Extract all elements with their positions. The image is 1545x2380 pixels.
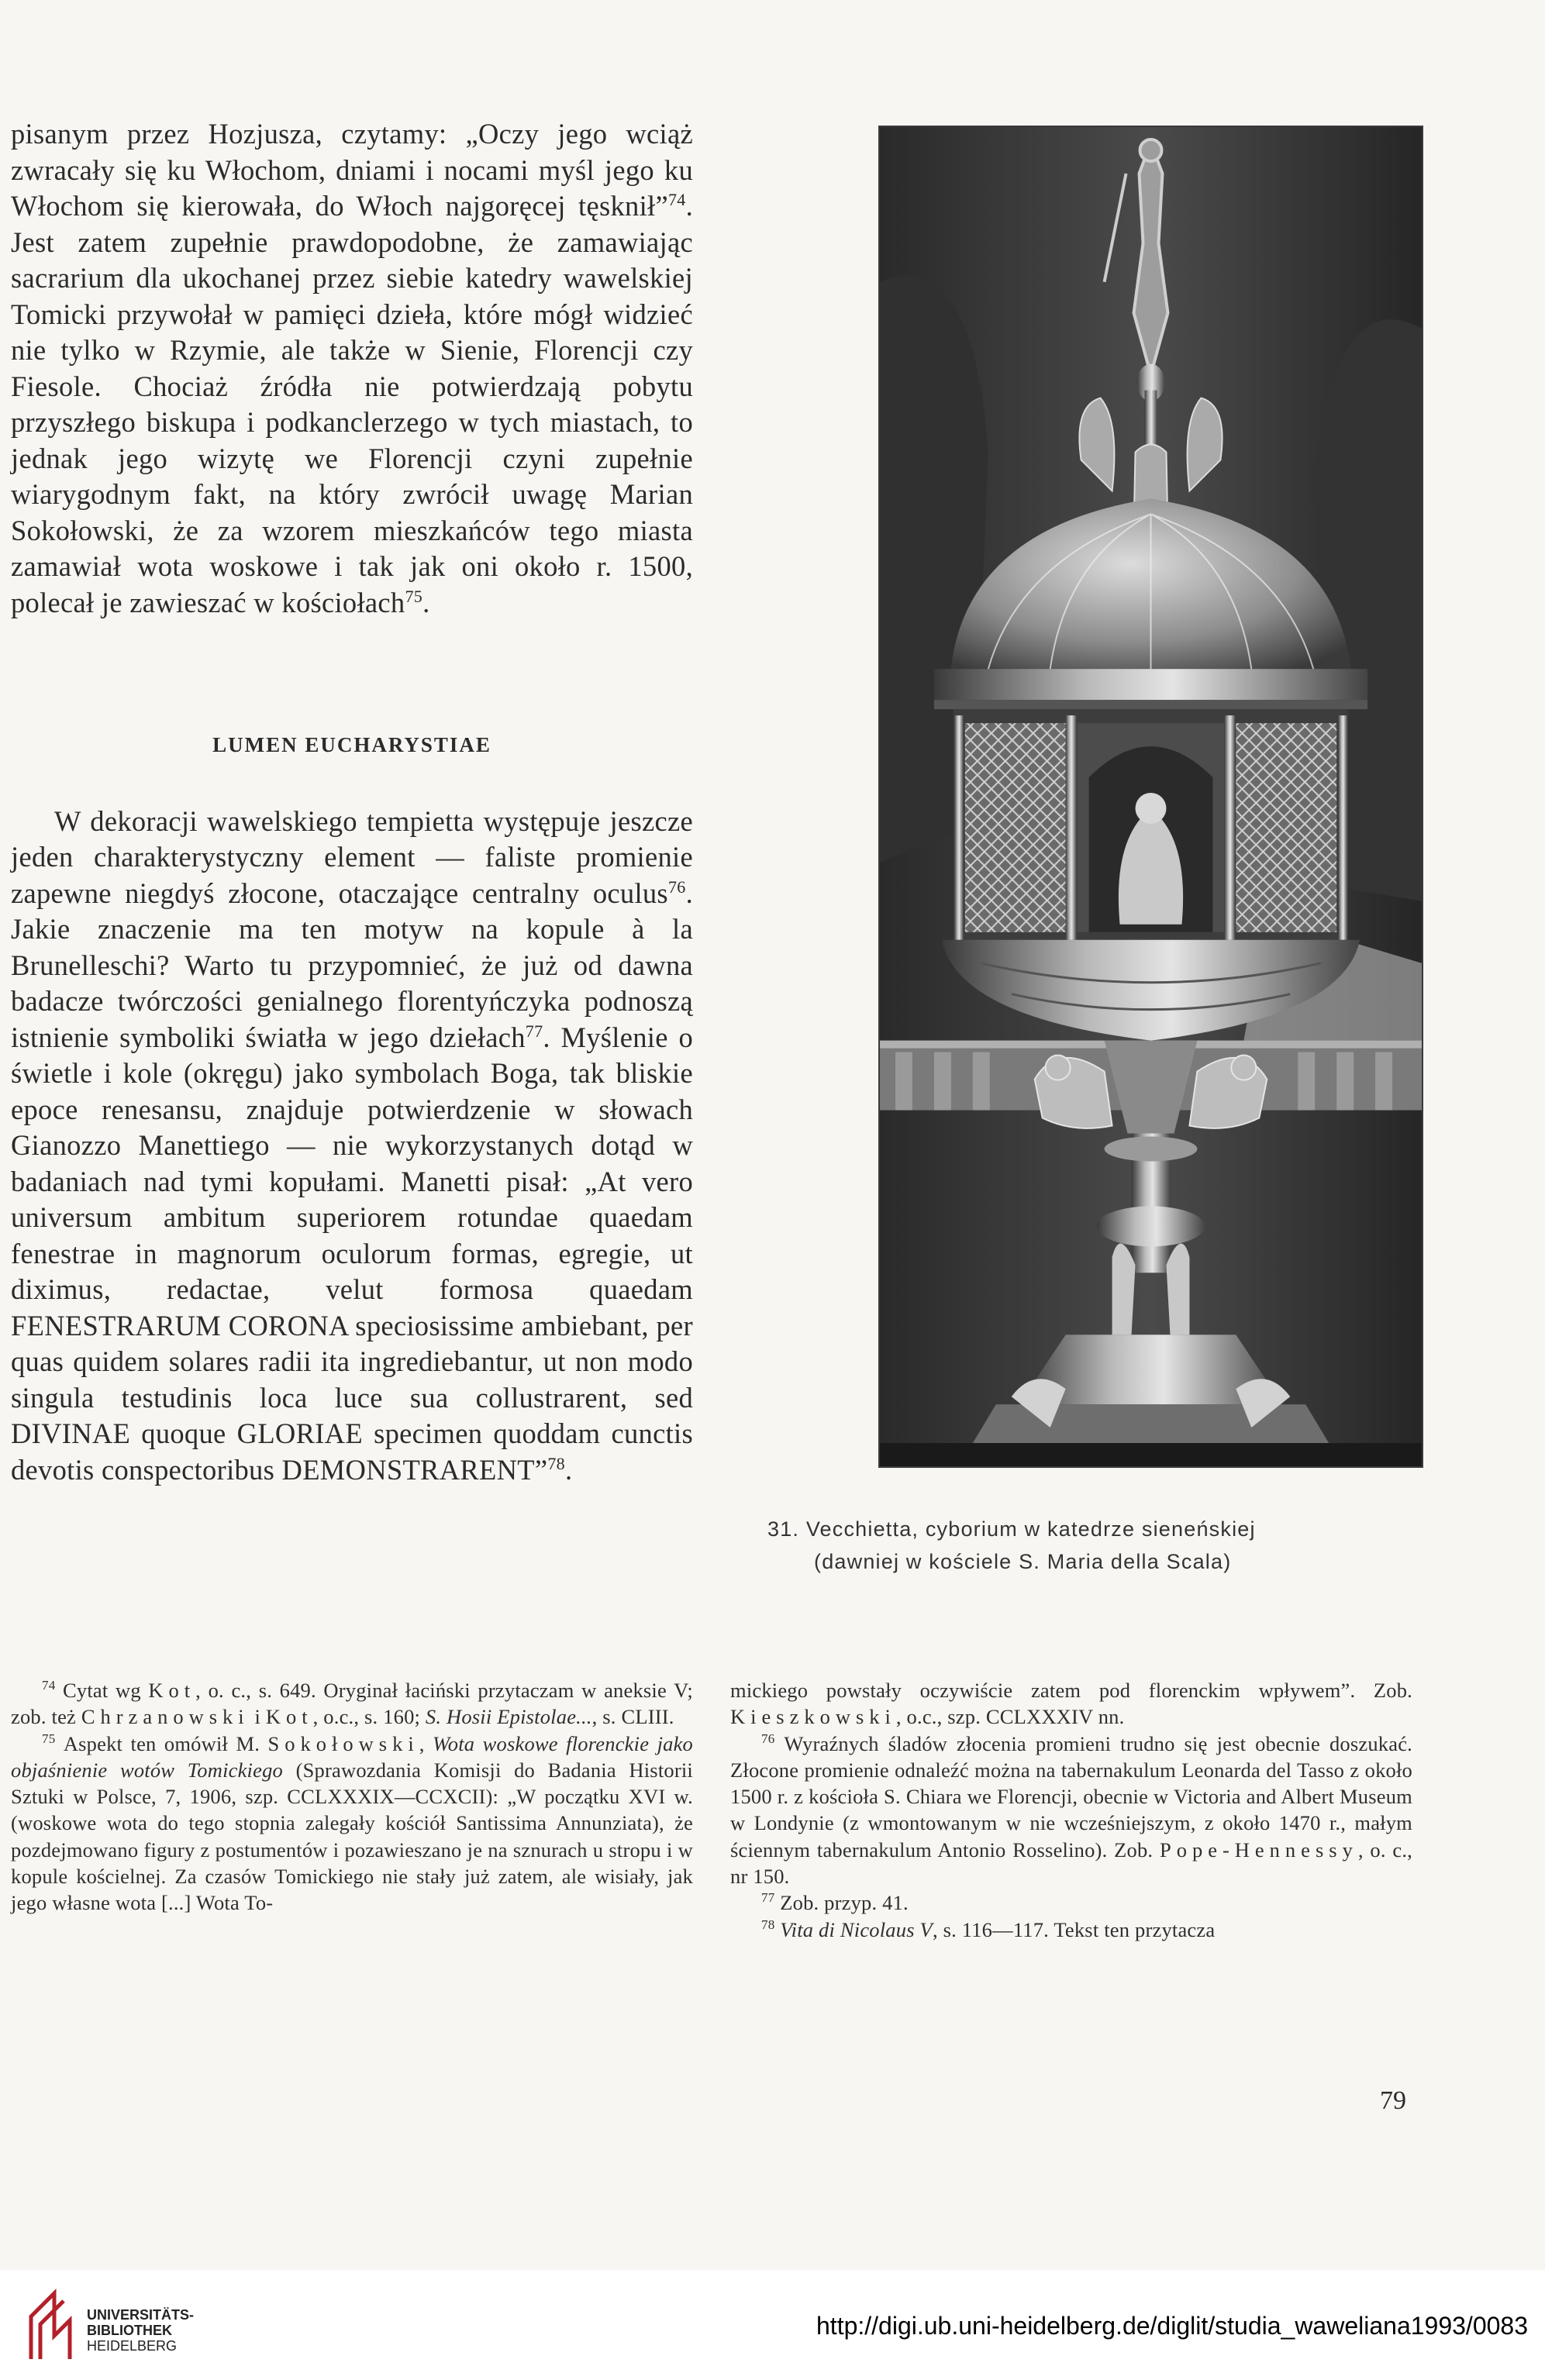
footnotes-left-column	[11, 1677, 693, 1917]
footnote-ref-78[interactable]: 78	[547, 1453, 565, 1473]
library-name[interactable]: UNIVERSITÄTS- BIBLIOTHEK HEIDELBERG	[87, 2307, 195, 2354]
footnote-78: $^{78}$ Vita di Nicolaus V, s. 116—117. Tekst ten przytacza	[761, 1917, 1216, 1941]
figure-caption	[767, 1513, 1450, 1578]
digitization-footer	[0, 2270, 1545, 2380]
source-url-link[interactable]: http://digi.ub.uni-heidelberg.de/diglit/studia_waweliana1993/0083	[816, 2312, 1528, 2340]
caption-line-2: (dawniej w kościele S. Maria della Scala)	[814, 1550, 1232, 1573]
page-number: 79	[1380, 2086, 1406, 2115]
logo-strokes	[31, 2293, 70, 2359]
footnote-ref-75[interactable]: 75	[405, 586, 423, 606]
footnote-ref-77[interactable]: 77	[525, 1021, 543, 1041]
footnotes-right-column	[730, 1677, 1412, 1943]
footnote-75: $^{75}$ Aspekt ten omówił M. Sokołowski, Wota woskowe florenckie jako objaśnienie wotów Tomickiego (Sprawozdania Komisji do Badania Historii Sztuki w Polsce, 7, 1906, szp. CCLXXXIX—CCXCII): „W początku XVI w. (woskowe wota do tego stopnia zalegały kościół Santissima Annunziata), że pozdejmowano figury z postumentów i pozawieszano je na sznurach u stropu i w kopule kościelnej. Za czasów Tomickiego nie stały już zatem, ale wisiały, jak jego własne wota [...] Wota To-	[11, 1731, 693, 1915]
paragraph-lumen: W dekoracji wawelskiego tempietta występuje jeszcze jeden charakterystyczny element — faliste promienie zapewne niegdyś złocone, otaczające centralny oculus$^{76}$. Jakie znaczenie ma ten motyw na kopule à la Brunelleschi? Warto tu przypomnieć, że już od dawna badacze twórczości genialnego florentyńczyka podnoszą istnienie symboliki światła w jego dziełach$^{77}$. Myślenie o świetle i kole (okręgu) jako symbolach Boga, tak bliskie epoce renesansu, znajduje potwierdzenie w słowach Gianozzo Manettiego — nie wykorzystanych dotąd w badaniach nad tymi kopułami. Manetti pisał: „At vero universum ambitum superiorem rotundae quaedam fenestrae in magnorum oculorum formas, egregie, ut diximus, redactae, velut formosa quaedam FENESTRARUM CORONA speciosissime ambiebant, per quas quidem solares radii ita ingrediebantur, ut non modo singula testudinis loca luce sua collustrarent, sed DIVINAE quoque GLORIAE specimen quoddam cunctis devotis conspectoribus DEMONSTRARENT”$^{78}$.	[11, 804, 693, 1486]
ciborium-illustration	[880, 127, 1422, 1466]
footnote-74: $^{74}$ Cytat wg Kot, o. c., s. 649. Oryginał łaciński przytaczam w aneksie V; zob. też Chrzanowski i Kot, o.c., s. 160; S. Hosii Epistolae..., s. CLIII.	[11, 1678, 693, 1729]
author-kot-2: Kot	[265, 1705, 313, 1729]
university-library-logo-icon	[23, 2285, 78, 2363]
author-kot: Kot	[148, 1679, 196, 1702]
author-pope-hennessy: Pope-Hennessy	[1159, 1838, 1358, 1862]
footnote-77: $^{77}$ Zob. przyp. 41.	[761, 1890, 909, 1915]
footnote-76: $^{76}$ Wyraźnych śladów złocenia promieni trudno się jest obecnie doszukać. Złocone promienie odnaleźć można na tabernakulum Leonarda del Tasso z około 1500 r. z kościoła S. Chiara we Florencji, obecnie w Victoria and Albert Museum w Londynie (z wmontowanym w nie wcześniejszym, z około 1470 r., małym ściennym tabernakulum Antonio Rosselino). Zob. Pope-Hennessy, o. c., nr 150.	[730, 1731, 1412, 1889]
author-kieszkowski: Kieszkowski	[730, 1705, 896, 1729]
footnote-75-continued: mickiego powstały oczywiście zatem pod florenckim wpływem”. Zob. Kieszkowski, o.c., szp. CCLXXXIV nn.	[730, 1679, 1412, 1729]
author-sokolowski: Sokołowski	[267, 1731, 419, 1755]
body-text-column	[11, 116, 693, 1488]
footnote-ref-76[interactable]: 76	[667, 877, 686, 897]
footnote-75-quote: (Sprawozdania Komisji do Badania Historii Sztuki w Polsce, 7, 1906, szp. CCLXXXIX—CCXCII): „W początku XVI w. (woskowe wota do tego stopnia zalegały kościół Santissima Annunziata), że pozdejmowano figury z postumentów i pozawieszano je na sznurach u stropu i w kopule kościelnej. Za czasów Tomickiego nie stały już zatem, ale wisiały, jak jego własne wota [...] Wota To-	[11, 1758, 693, 1915]
ciborium-photograph	[878, 126, 1423, 1468]
work-title-wota: Wota woskowe florenckie jako objaśnienie wotów Tomickiego	[11, 1731, 693, 1782]
footnote-ref-74[interactable]: 74	[667, 189, 686, 209]
author-chrzanowski: Chrzanowski	[81, 1705, 250, 1729]
caption-line-1: 31. Vecchietta, cyborium w katedrze sieneńskiej	[767, 1517, 1256, 1541]
paragraph-hozjusz: pisanym przez Hozjusza, czytamy: „Oczy jego wciąż zwracały się ku Włochom, dniami i nocami myśl jego ku Włochom się kierowała, do Włoch najgoręcej tęsknił”$^{74}$. Jest zatem zupełnie prawdopodobne, że zamawiając sacrarium dla ukochanej przez siebie katedry wawelskiej Tomicki przywołał w pamięci dzieła, które mógł widzieć nie tylko w Rzymie, ale także w Sienie, Florencji czy Fiesole. Chociaż źródła nie potwierdzają pobytu przyszłego biskupa i podkanclerzego w tych miastach, to jednak jego wizytę we Florencji czyni zupełnie wiarygodnym fakt, na który zwrócił uwagę Marian Sokołowski, że za wzorem mieszkańców tego miasta zamawiał wota woskowe i tak jak oni około r. 1500, polecał je zawieszać w kościołach$^{75}$.	[11, 118, 693, 618]
section-heading: LUMEN EUCHARYSTIAE	[212, 733, 491, 756]
